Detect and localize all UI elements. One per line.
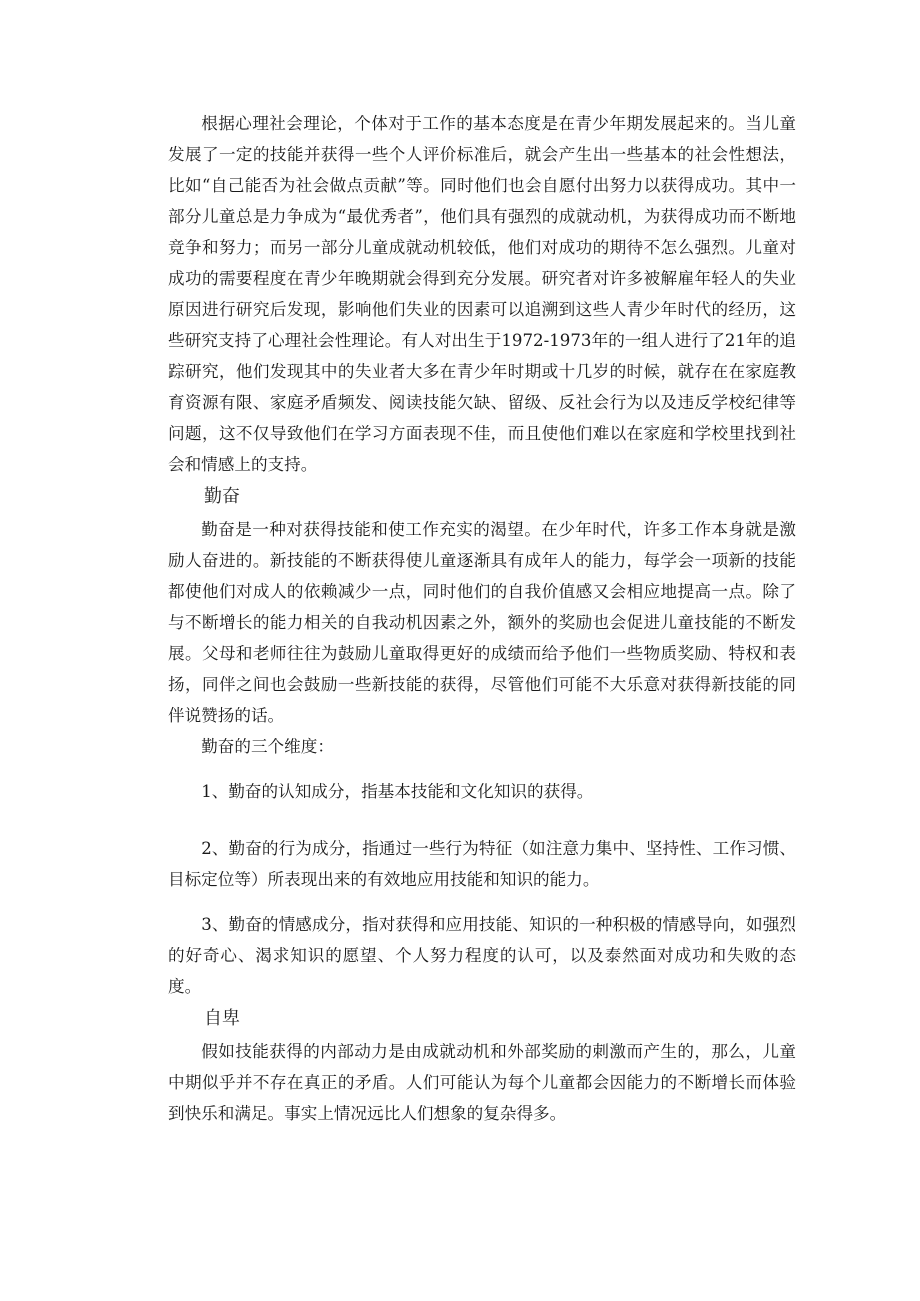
list-item-behavioral: 2、勤奋的行为成分，指通过一些行为特征（如注意力集中、坚持性、工作习惯、目标定位等）所表现出来的有效地应用技能和知识的能力。 xyxy=(168,839,796,889)
list-item-emotional: 3、勤奋的情感成分，指对获得和应用技能、知识的一种积极的情感导向，如强烈的好奇心、渴求知识的愿望、个人努力程度的认可，以及泰然面对成功和失败的态度。 xyxy=(168,915,796,996)
section-heading-inferiority: 自卑 xyxy=(204,1008,240,1029)
paragraph-inferiority: 假如技能获得的内部动力是由成就动机和外部奖励的刺激而产生的，那么，儿童中期似乎并不存在真正的矛盾。人们可能认为每个儿童都会因能力的不断增长而体验到快乐和满足。事实上情况远比人们想象的复杂得多。 xyxy=(168,1042,796,1123)
list-item-cognitive: 1、勤奋的认知成分，指基本技能和文化知识的获得。 xyxy=(201,782,594,801)
paragraph-psychosocial-theory: 根据心理社会理论，个体对于工作的基本态度是在青少年期发展起来的。当儿童发展了一定的技能并获得一些个人评价标准后，就会产生出一些基本的社会性想法，比如“自己能否为社会做点贡献”等。同时他们也会自愿付出努力以获得成功。其中一部分儿童总是力争成为“最优秀者”，他们具有强烈的成就动机，为获得成功而不断地竞争和努力；而另一部分儿童成就动机较低，他们对成功的期待不怎么强烈。儿童对成功的需要程度在青少年晚期就会得到充分发展。研究者对许多被解雇年轻人的失业原因进行研究后发现，影响他们失业的因素可以追溯到这些人青少年时代的经历，这些研究支持了心理社会性理论。有人对出生于1972-1973年的一组人进行了21年的追踪研究，他们发现其中的失业者大多在青少年时期或十几岁的时候，就存在在家庭教育资源有限、家庭矛盾频发、阅读技能欠缺、留级、反社会行为以及违反学校纪律等问题，这不仅导致他们在学习方面表现不佳，而且使他们难以在家庭和学校里找到社会和情感上的支持。 xyxy=(168,114,796,474)
document-page xyxy=(168,108,796,1129)
paragraph-diligence: 勤奋是一种对获得技能和使工作充实的渴望。在少年时代，许多工作本身就是激励人奋进的。新技能的不断获得使儿童逐渐具有成年人的能力，每学会一项新的技能都使他们对成人的依赖减少一点，同时他们的自我价值感又会相应地提高一点。除了与不断增长的能力相关的自我动机因素之外，额外的奖励也会促进儿童技能的不断发展。父母和老师往往为鼓励儿童取得更好的成绩而给予他们一些物质奖励、特权和表扬，同伴之间也会鼓励一些新技能的获得，尽管他们可能不大乐意对获得新技能的同伴说赞扬的话。 xyxy=(168,520,796,725)
spacer xyxy=(168,762,796,776)
paragraph-diligence-dimensions-intro: 勤奋的三个维度： xyxy=(201,737,334,756)
spacer xyxy=(168,807,796,833)
spacer xyxy=(168,895,796,909)
section-heading-diligence: 勤奋 xyxy=(204,486,240,507)
